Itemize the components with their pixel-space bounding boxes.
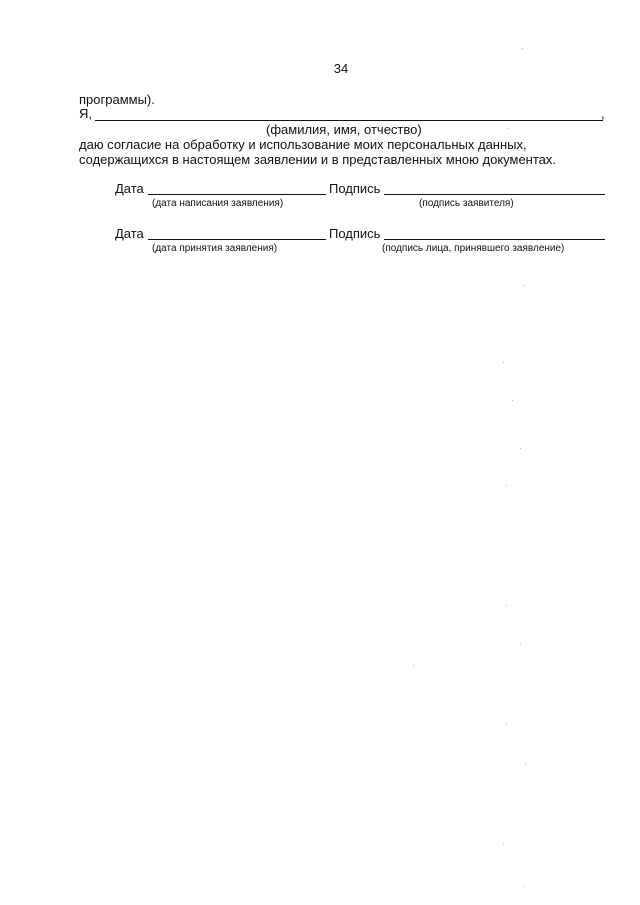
scan-speck <box>523 285 524 286</box>
trailing-comma: , <box>601 106 605 121</box>
scan-speck <box>520 644 521 645</box>
signature-label: Подпись <box>329 181 381 196</box>
date-line <box>148 239 326 240</box>
scan-speck <box>503 843 504 844</box>
scan-speck <box>506 485 507 486</box>
date-caption: (дата написания заявления) <box>152 198 284 209</box>
consent-prefix: Я, <box>79 106 92 121</box>
signature-line <box>384 239 605 240</box>
scan-speck <box>506 605 507 606</box>
full-name-line <box>95 120 603 121</box>
signature-caption: (подпись лица, принявшего заявление) <box>382 243 565 254</box>
date-label: Дата <box>115 226 144 241</box>
continuation-text: программы). <box>79 92 155 107</box>
page-number: 34 <box>333 61 349 76</box>
date-label: Дата <box>115 181 144 196</box>
scan-speck <box>503 362 504 363</box>
date-line <box>148 194 326 195</box>
full-name-caption: (фамилия, имя, отчество) <box>266 122 422 137</box>
consent-text-line-2: содержащихся в настоящем заявлении и в представленных мною документах. <box>79 152 557 167</box>
scan-speck <box>512 400 513 401</box>
scan-speck <box>520 448 521 449</box>
scan-speck <box>508 128 509 129</box>
scan-speck <box>523 886 524 887</box>
signature-caption: (подпись заявителя) <box>419 198 514 209</box>
signature-label: Подпись <box>329 226 381 241</box>
signature-line <box>384 194 605 195</box>
scan-speck <box>506 724 507 725</box>
scan-speck <box>522 48 523 49</box>
scan-speck <box>413 665 414 666</box>
scan-speck <box>525 764 526 765</box>
date-caption: (дата принятия заявления) <box>152 243 278 254</box>
consent-text-line-1: даю согласие на обработку и использование моих персональных данных, <box>79 137 527 152</box>
